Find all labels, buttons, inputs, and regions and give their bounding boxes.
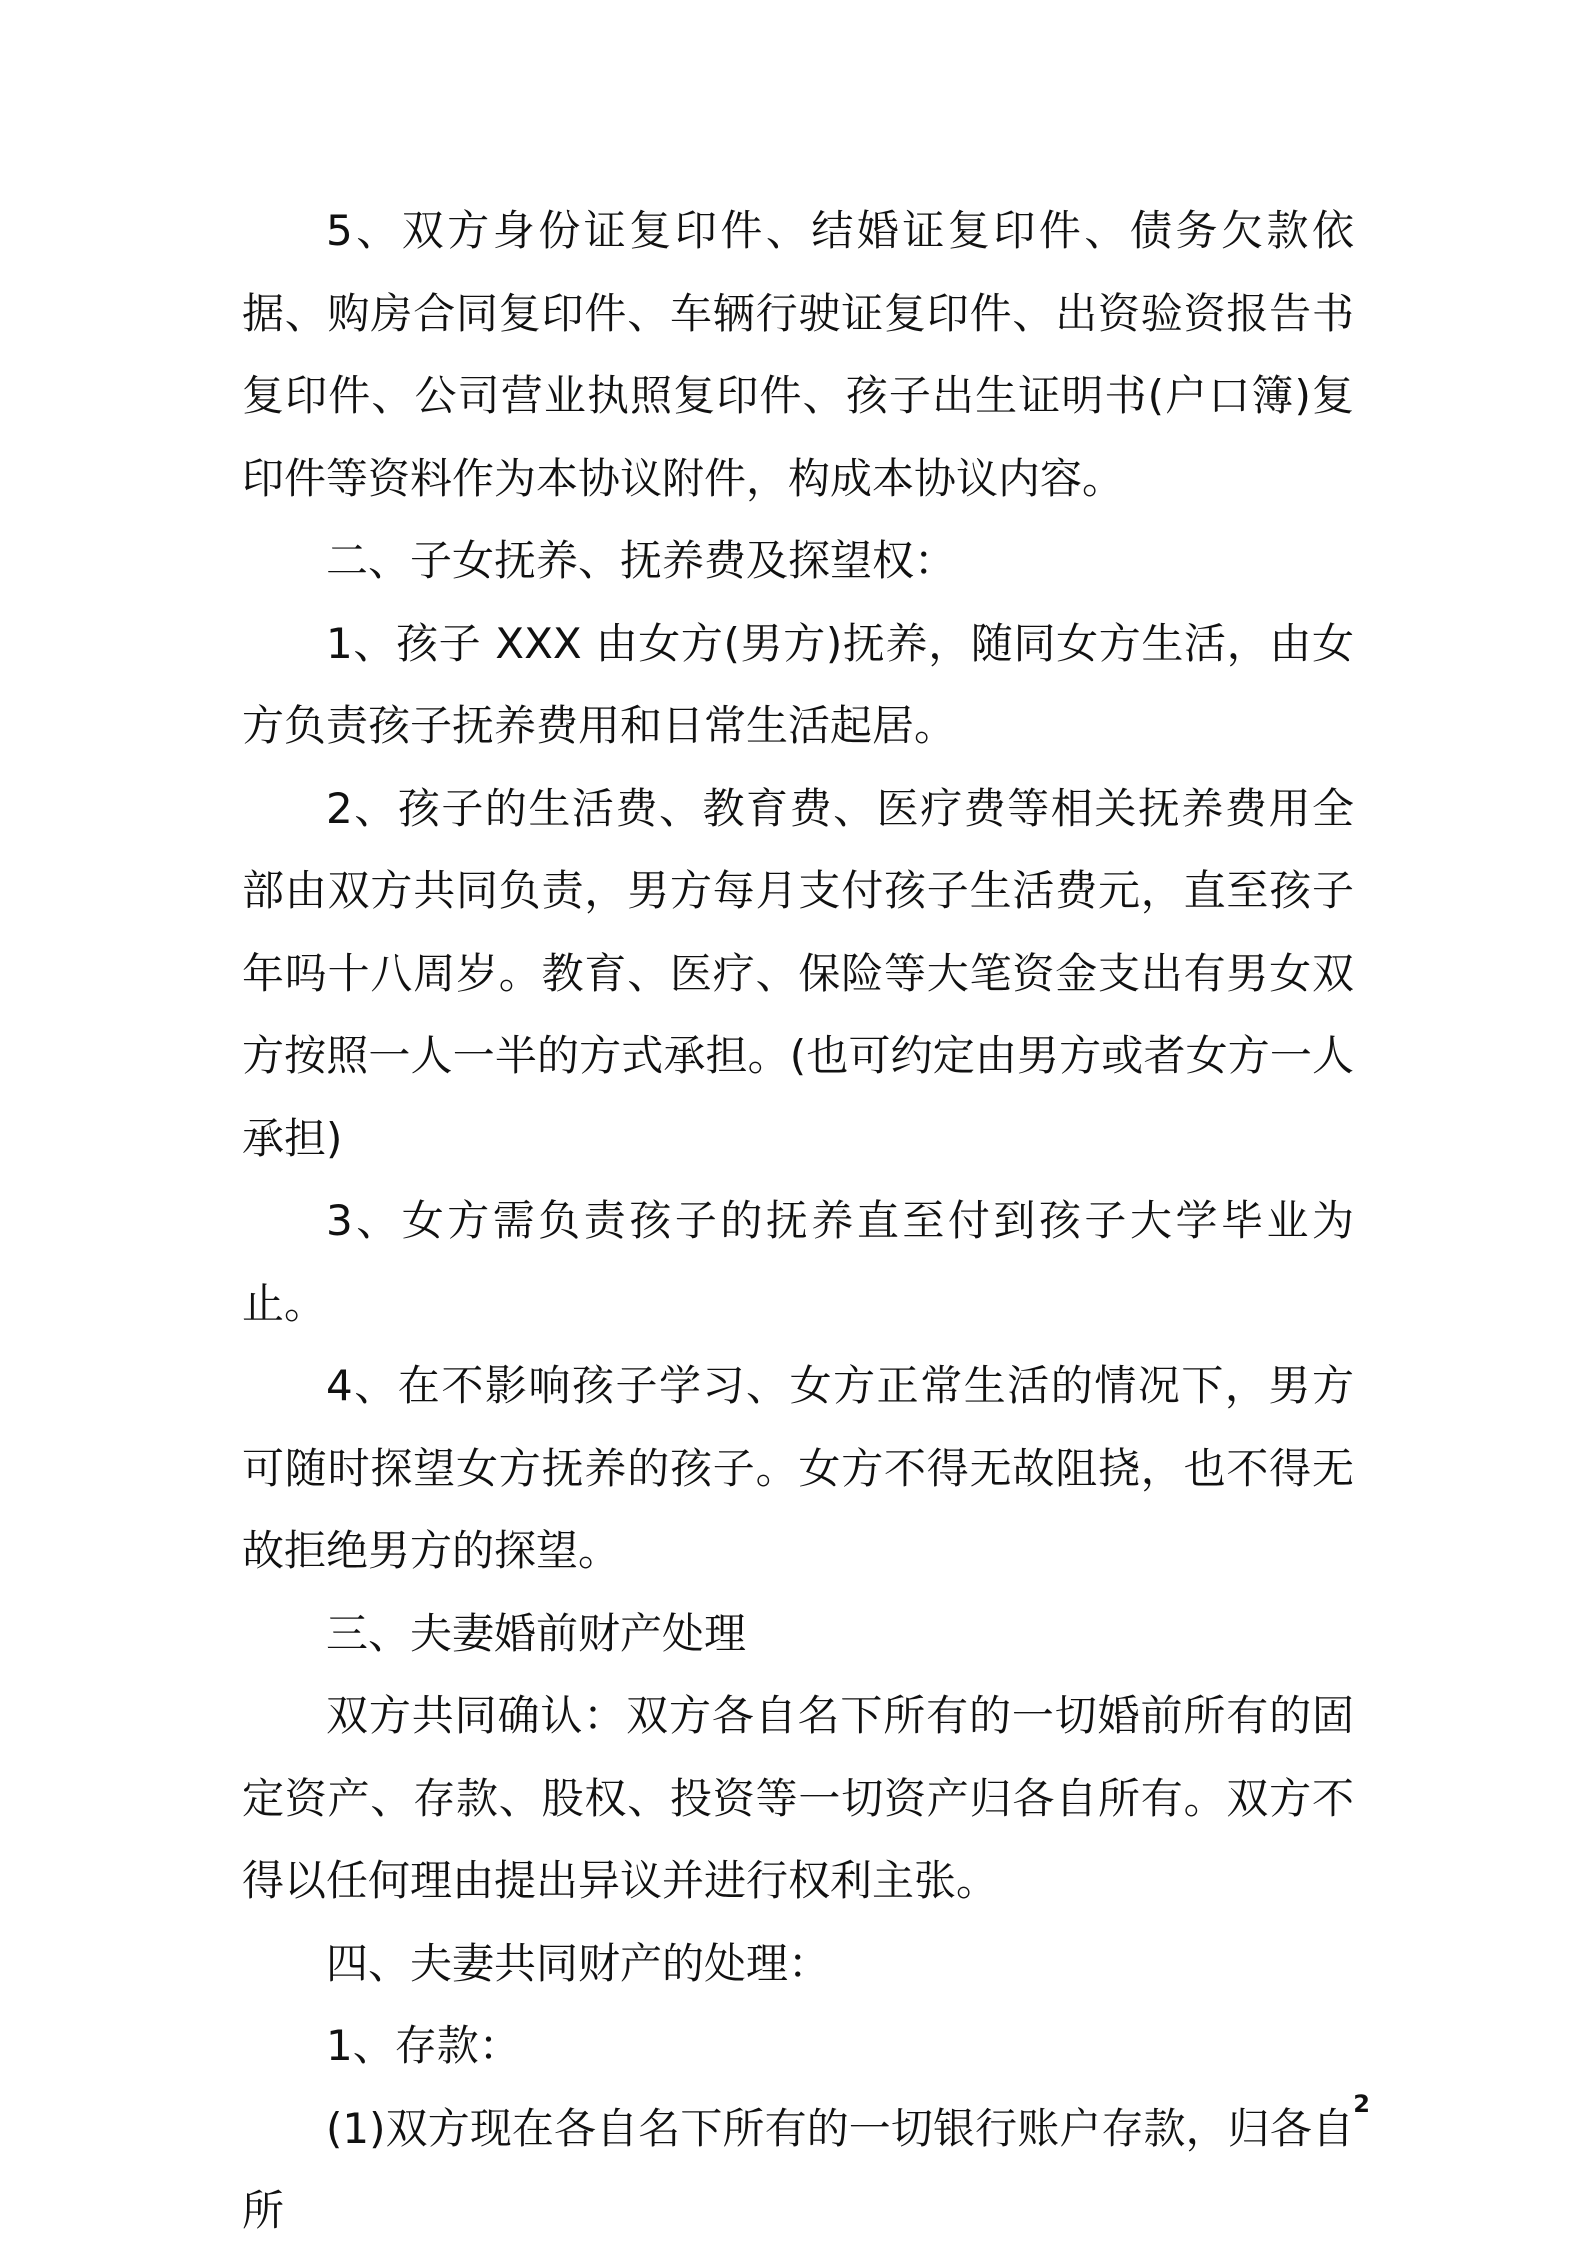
- paragraph-premarital-property: 双方共同确认：双方各自名下所有的一切婚前所有的固定资产、存款、股权、投资等一切资产归各自所有。双方不得以任何理由提出异议并进行权利主张。: [242, 1691, 1354, 1905]
- paragraph-custody: 1、孩子 XXX 由女方(男方)抚养，随同女方生活，由女方负责孩子抚养费用和日常生活起居。: [242, 618, 1354, 750]
- subheading-deposits: 1、存款：: [326, 2021, 521, 2070]
- paragraph-attachments: 5、双方身份证复印件、结婚证复印件、债务欠款依据、购房合同复印件、车辆行驶证复印件、出资验资报告书复印件、公司营业执照复印件、孩子出生证明书(户口簿)复印件等资料作为本协议附件，构成本协议内容。: [242, 206, 1354, 503]
- paragraph-bank-accounts: (1)双方现在各自名下所有的一切银行账户存款，归各自所: [242, 2103, 1354, 2235]
- page-number: 2: [1353, 2090, 1370, 2118]
- section-heading-joint-property: 四、夫妻共同财产的处理：: [326, 1938, 831, 1988]
- document-body: [242, 190, 1354, 2253]
- paragraph-upbringing: 3、女方需负责孩子的抚养直至付到孩子大学毕业为止。: [242, 1196, 1354, 1328]
- section-heading-child-custody: 二、子女抚养、抚养费及探望权：: [326, 536, 957, 585]
- paragraph-child-support: 2、孩子的生活费、教育费、医疗费等相关抚养费用全部由双方共同负责，男方每月支付孩子生活费元，直至孩子年吗十八周岁。教育、医疗、保险等大笔资金支出有男女双方按照一人一半的方式承担。(也可约定由男方或者女方一人承担): [242, 783, 1354, 1163]
- section-heading-premarital-property: 三、夫妻婚前财产处理: [326, 1608, 747, 1658]
- paragraph-visitation: 4、在不影响孩子学习、女方正常生活的情况下，男方可随时探望女方抚养的孩子。女方不得无故阻挠，也不得无故拒绝男方的探望。: [242, 1361, 1354, 1575]
